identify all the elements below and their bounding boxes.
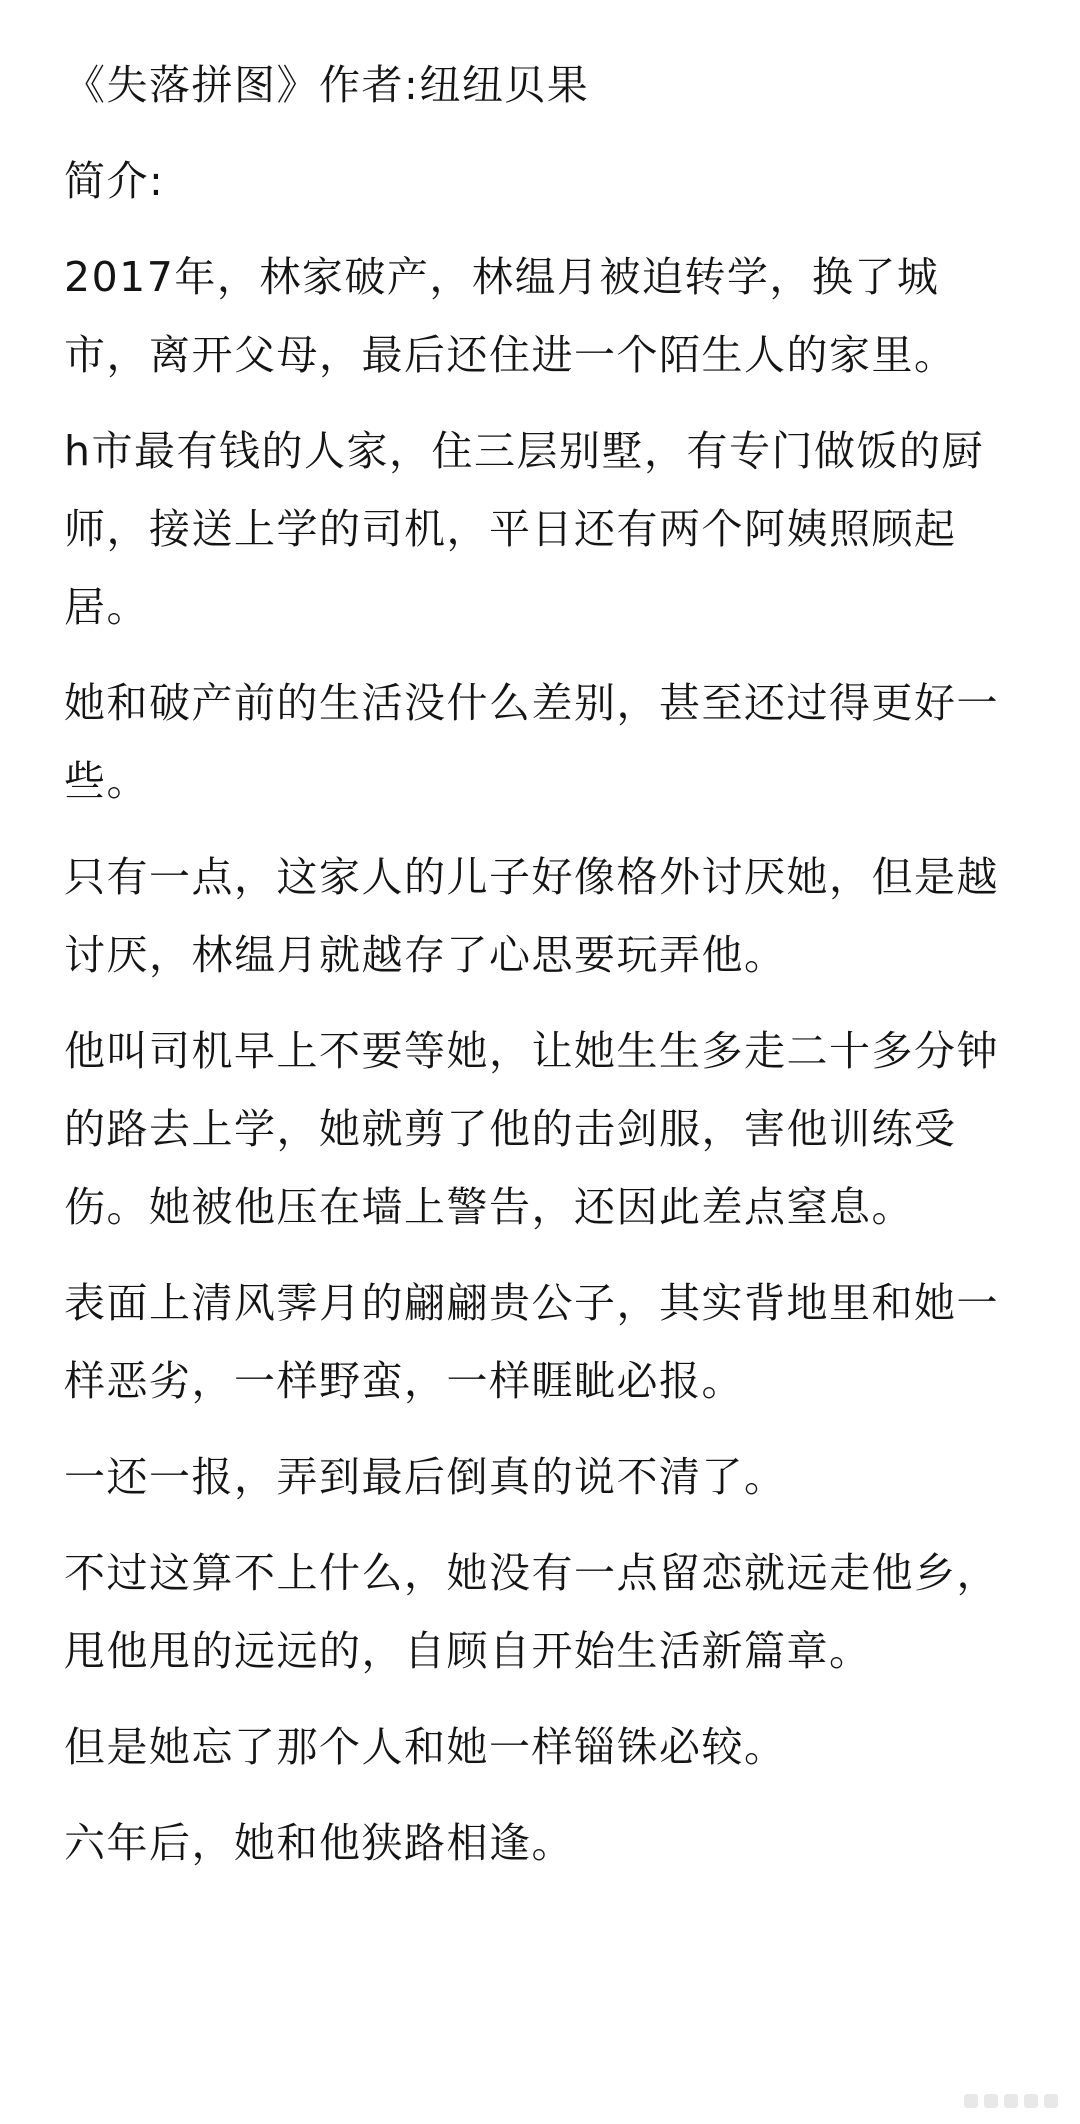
article-title: 《失落拼图》作者:纽纽贝果 xyxy=(64,61,590,109)
paragraph: 不过这算不上什么，她没有一点留恋就远走他乡，甩他甩的远远的，自顾自开始生活新篇章。 xyxy=(64,1549,999,1675)
paragraph: 他叫司机早上不要等她，让她生生多走二十多分钟的路去上学，她就剪了他的击剑服，害他训练受伤。她被他压在墙上警告，还因此差点窒息。 xyxy=(64,1027,999,1231)
paragraph: 2017年，林家破产，林缊月被迫转学，换了城市，离开父母，最后还住进一个陌生人的家里。 xyxy=(64,253,957,379)
paragraph: h市最有钱的人家，住三层别墅，有专门做饭的厨师，接送上学的司机，平日还有两个阿姨照顾起居。 xyxy=(64,427,984,631)
watermark-dot xyxy=(964,2094,978,2108)
paragraph: 但是她忘了那个人和她一样锱铢必较。 xyxy=(64,1723,787,1771)
watermark-dot xyxy=(1044,2094,1058,2108)
watermark-dot xyxy=(1004,2094,1018,2108)
paragraph: 六年后，她和他狭路相逢。 xyxy=(64,1819,574,1867)
watermark-dots xyxy=(964,2094,1058,2108)
paragraph: 表面上清风霁月的翩翩贵公子，其实背地里和她一样恶劣，一样野蛮，一样睚眦必报。 xyxy=(64,1279,999,1405)
paragraph: 她和破产前的生活没什么差别，甚至还过得更好一些。 xyxy=(64,679,999,805)
paragraph: 只有一点，这家人的儿子好像格外讨厌她，但是越讨厌，林缊月就越存了心思要玩弄他。 xyxy=(64,853,999,979)
watermark-dot xyxy=(984,2094,998,2108)
watermark-dot xyxy=(1024,2094,1038,2108)
paragraph: 一还一报，弄到最后倒真的说不清了。 xyxy=(64,1453,787,1501)
intro-label: 简介: xyxy=(64,157,165,205)
